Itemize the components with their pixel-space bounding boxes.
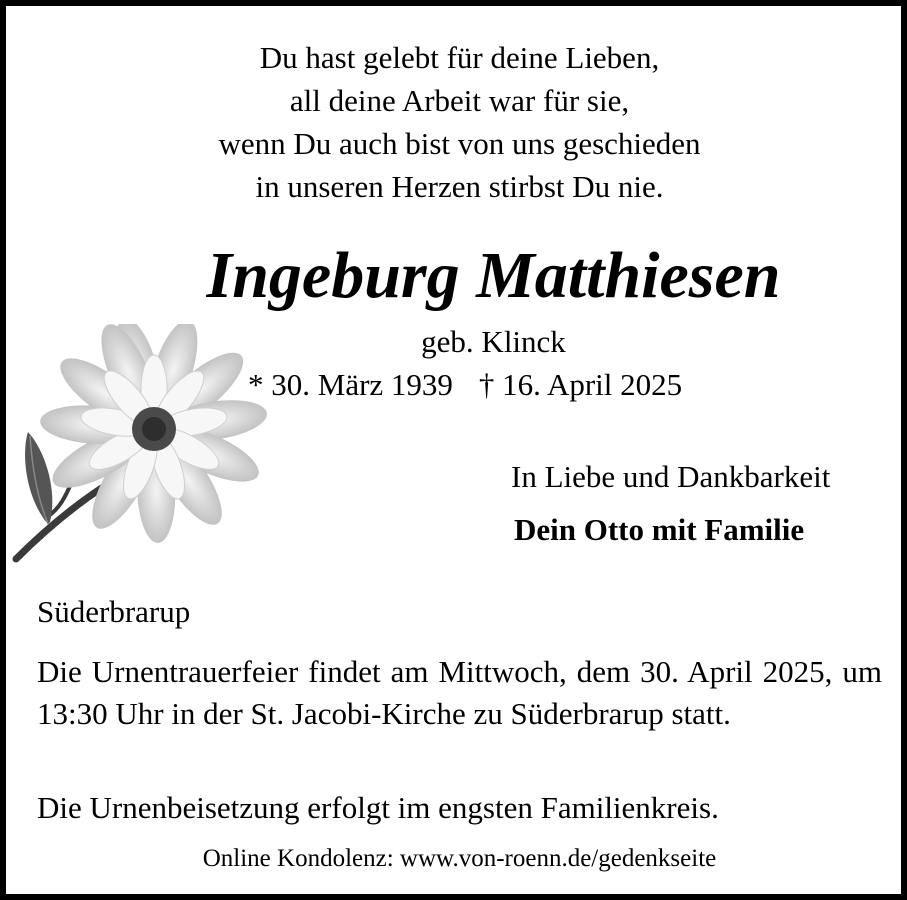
ceremony-text: Die Urnentrauerfeier findet am Mittwoch, dem 30. April 2025, um 13:30 Uhr in der St. Jacobi-Kirche zu Süderbrarup statt. [37,654,882,731]
online-condolence: Online Kondolenz: www.von-roenn.de/gedenkseite [202,845,717,872]
maiden-name: geb. Klinck [421,324,566,359]
thanks-line: In Liebe und Dankbarkeit [511,459,831,494]
birth-date: * 30. März 1939 [248,367,453,402]
poem-line: Du hast gelebt für deine Lieben, [259,40,660,75]
mourners-signature: Dein Otto mit Familie [514,512,805,547]
poem-line: all deine Arbeit war für sie, [289,83,630,118]
burial-text: Die Urnenbeisetzung erfolgt im engsten Familienkreis. [37,790,719,825]
poem [6,36,907,208]
place: Süderbrarup [37,594,191,629]
poem-line: wenn Du auch bist von uns geschieden [218,126,701,161]
life-dates [248,367,682,403]
deceased-name: Ingeburg Matthiesen [206,239,781,312]
flower-icon [6,324,276,569]
death-date: † 16. April 2025 [478,367,683,402]
poem-line: in unseren Herzen stirbst Du nie. [255,169,664,204]
